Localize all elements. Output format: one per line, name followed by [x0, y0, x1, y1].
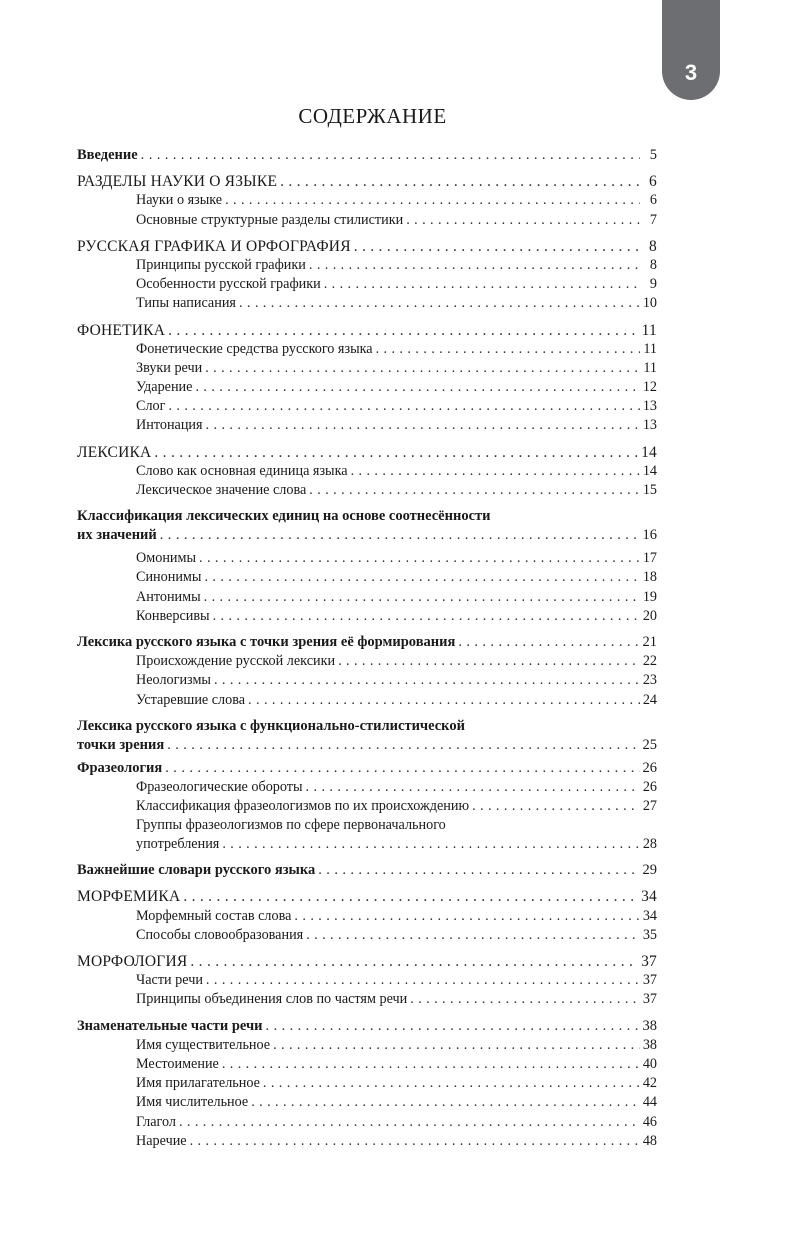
toc-page-number: 12: [642, 379, 657, 396]
toc-page-number: 38: [642, 1036, 657, 1053]
toc-entry-verb[interactable]: Глагол ..... 46: [77, 1113, 657, 1132]
page-title: СОДЕРЖАНИЕ: [298, 104, 447, 128]
toc-page-number: 16: [642, 527, 657, 544]
toc-entry-antonyms[interactable]: Антонимы ..... 19: [77, 588, 657, 607]
toc-page-number: 13: [642, 398, 657, 415]
toc-entry-morphemics[interactable]: МОРФЕМИКА ..... 34: [77, 887, 657, 906]
page-number-tab: [662, 0, 720, 100]
toc-entry-graphics-features[interactable]: Особенности русской графики ..... 9: [77, 275, 657, 294]
toc-entry-syllable[interactable]: Слог ..... 13: [77, 397, 657, 416]
toc-entry-phonetics[interactable]: ФОНЕТИКА ..... 11: [77, 321, 657, 340]
toc-page-number: 14: [641, 443, 657, 461]
toc-page-number: 18: [642, 569, 657, 586]
toc-entry-phraseological-units[interactable]: Фразеологические обороты ..... 26: [77, 778, 657, 797]
toc-page-number: 11: [643, 359, 657, 376]
toc-entry-obsolete-words[interactable]: Устаревшие слова ..... 24: [77, 691, 657, 710]
toc-entry-morphology[interactable]: МОРФОЛОГИЯ ..... 37: [77, 952, 657, 971]
toc-page-number: 23: [642, 672, 657, 689]
toc-page-number: 34: [641, 888, 657, 906]
toc-page-number: 29: [642, 862, 657, 879]
toc-entry-stress[interactable]: Ударение ..... 12: [77, 378, 657, 397]
toc-page-number: 9: [649, 276, 657, 293]
toc-page-number: 35: [642, 926, 657, 943]
toc-entry-intonation[interactable]: Интонация ..... 13: [77, 416, 657, 435]
toc-entry-lexicon-origin[interactable]: Происхождение русской лексики ..... 22: [77, 652, 657, 671]
toc-entry-adjective[interactable]: Имя прилагательное ..... 42: [77, 1074, 657, 1093]
toc-page-number: 13: [642, 417, 657, 434]
toc-page-number: 22: [642, 653, 657, 670]
toc-entry-word-formation[interactable]: Способы словообразования ..... 35: [77, 926, 657, 945]
toc-entry-graphics-orthography[interactable]: РУССКАЯ ГРАФИКА И ОРФОГРАФИЯ ..... 8: [77, 237, 657, 256]
toc-page-number: 6: [649, 173, 657, 191]
toc-entry-graphics-principles[interactable]: Принципы русской графики ..... 8: [77, 256, 657, 275]
toc-entry-numeral[interactable]: Имя числительное ..... 44: [77, 1093, 657, 1112]
toc-page-number: 6: [649, 192, 657, 209]
toc-entry-homonyms[interactable]: Омонимы ..... 17: [77, 549, 657, 568]
toc-page-number: 48: [642, 1132, 657, 1149]
toc-entry-introduction[interactable]: Введение ..... 5: [77, 146, 657, 165]
table-of-contents: [77, 146, 657, 1151]
toc-entry-noun[interactable]: Имя существительное ..... 38: [77, 1036, 657, 1055]
toc-entry-spelling-types[interactable]: Типы написания ..... 10: [77, 294, 657, 313]
toc-entry-phonetic-means[interactable]: Фонетические средства русского языка ..... 11: [77, 340, 657, 359]
toc-page-number: 46: [642, 1113, 657, 1130]
toc-entry-lexical-classification[interactable]: Классификация лексических единиц на основе соотнесённости их значений ..... 16: [77, 507, 657, 549]
toc-entry-sections[interactable]: РАЗДЕЛЫ НАУКИ О ЯЗЫКЕ ..... 6: [77, 172, 657, 191]
page-number: 3: [684, 60, 698, 85]
toc-entry-synonyms[interactable]: Синонимы ..... 18: [77, 568, 657, 587]
toc-entry-phraseology[interactable]: Фразеология ..... 26: [77, 759, 657, 778]
toc-page-number: 10: [642, 295, 657, 312]
toc-page-number: 7: [649, 211, 657, 228]
toc-entry-lexical-meaning[interactable]: Лексическое значение слова ..... 15: [77, 481, 657, 500]
toc-page-number: 40: [642, 1055, 657, 1072]
toc-page-number: 11: [641, 321, 657, 339]
toc-page-number: 8: [649, 237, 657, 255]
toc-page-number: 37: [642, 991, 657, 1008]
toc-page-number: 27: [642, 798, 657, 815]
toc-page-number: 8: [649, 256, 657, 273]
toc-page-number: 26: [642, 778, 657, 795]
toc-entry-notional-parts[interactable]: Знаменательные части речи ..... 38: [77, 1017, 657, 1036]
toc-page-number: 28: [642, 836, 657, 853]
toc-entry-lexicon[interactable]: ЛЕКСИКА ..... 14: [77, 443, 657, 462]
toc-entry-stylistics-sections[interactable]: Основные структурные разделы стилистики ..... 7: [77, 211, 657, 230]
toc-page-number: 25: [642, 736, 657, 753]
toc-page-number: 19: [642, 588, 657, 605]
toc-page-number: 14: [642, 462, 657, 479]
toc-entry-pronoun[interactable]: Местоимение ..... 40: [77, 1055, 657, 1074]
toc-page-number: 34: [642, 907, 657, 924]
toc-entry-parts-of-speech[interactable]: Части речи ..... 37: [77, 971, 657, 990]
toc-page-number: 24: [642, 691, 657, 708]
toc-entry-speech-sounds[interactable]: Звуки речи ..... 11: [77, 359, 657, 378]
toc-page-number: 37: [642, 972, 657, 989]
toc-page-number: 20: [642, 607, 657, 624]
toc-entry-grouping-principles[interactable]: Принципы объединения слов по частям речи ..... 37: [77, 990, 657, 1009]
toc-entry-neologisms[interactable]: Неологизмы ..... 23: [77, 671, 657, 690]
toc-entry-dictionaries[interactable]: Важнейшие словари русского языка ..... 29: [77, 861, 657, 880]
toc-page-number: 15: [642, 482, 657, 498]
toc-entry-conversives[interactable]: Конверсивы ..... 20: [77, 607, 657, 626]
toc-page-number: 17: [642, 550, 657, 567]
toc-page-number: 42: [642, 1075, 657, 1092]
toc-page-number: 5: [649, 147, 657, 163]
toc-page-number: 37: [641, 953, 657, 970]
toc-entry-word-unit[interactable]: Слово как основная единица языка ..... 14: [77, 462, 657, 481]
toc-entry-morpheme-composition[interactable]: Морфемный состав слова ..... 34: [77, 907, 657, 926]
toc-entry-phraseology-groups[interactable]: Группы фразеологизмов по сфере первоначального употребления ..... 28: [77, 816, 657, 854]
toc-entry-lexicon-stylistic[interactable]: Лексика русского языка с функционально-стилистической точки зрения ..... 25: [77, 717, 657, 759]
toc-page-number: 11: [643, 340, 657, 357]
toc-page-number: 21: [642, 633, 657, 650]
toc-entry-phraseology-origin[interactable]: Классификация фразеологизмов по их происхождению ..... 27: [77, 797, 657, 816]
toc-entry-language-sciences[interactable]: Науки о языке ..... 6: [77, 191, 657, 210]
toc-page-number: 38: [642, 1017, 657, 1034]
toc-page-number: 26: [642, 759, 657, 776]
toc-page-number: 44: [642, 1094, 657, 1111]
toc-entry-lexicon-formation[interactable]: Лексика русского языка с точки зрения её формирования ..... 21: [77, 633, 657, 652]
toc-entry-adverb[interactable]: Наречие ..... 48: [77, 1132, 657, 1151]
